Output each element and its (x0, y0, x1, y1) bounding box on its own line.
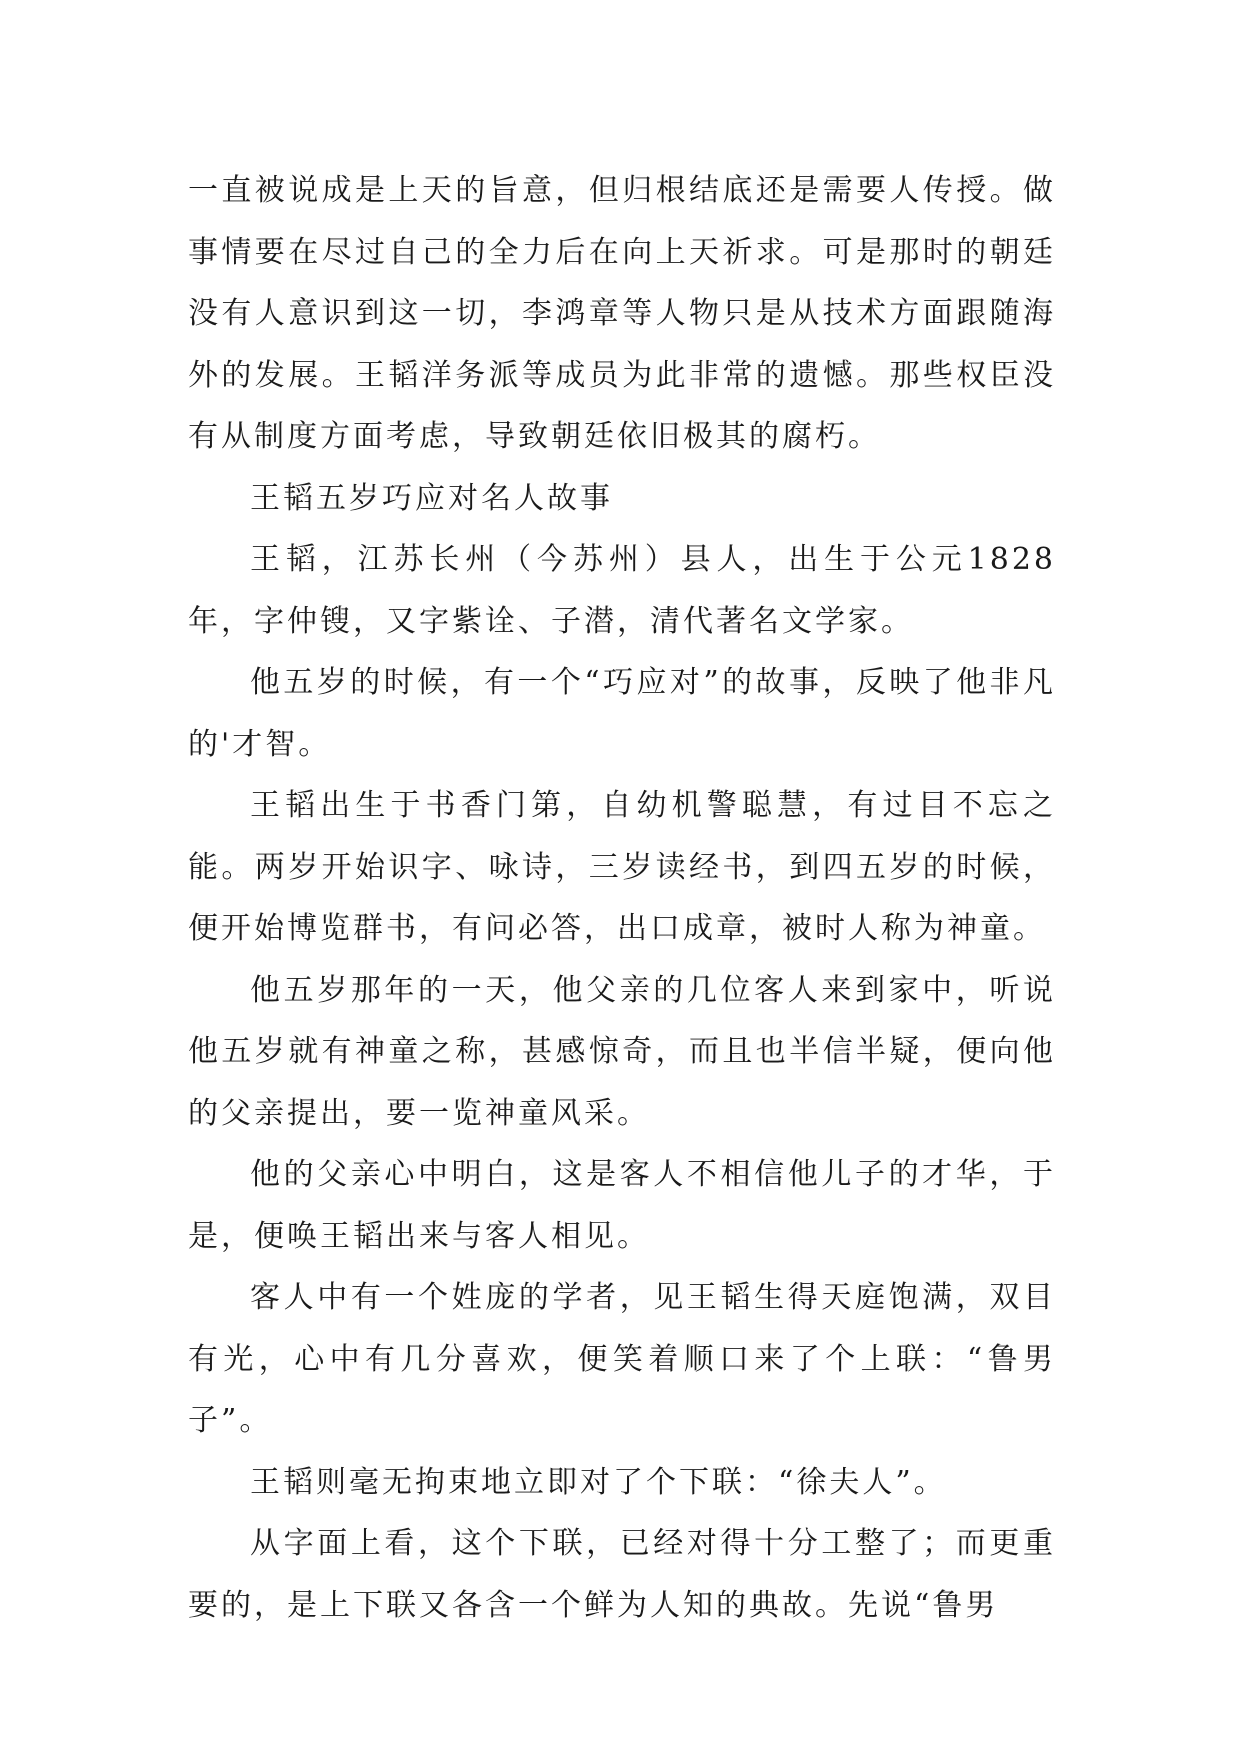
paragraph: 王韬则毫无拘束地立即对了个下联：“徐夫人”。 (250, 1464, 947, 1500)
paragraph: 王韬，江苏长州（今苏州）县人，出生于公元1828年，字仲锼，又字紫诠、子潜，清代著名文学家。 (188, 542, 1056, 639)
section-heading: 王韬五岁巧应对名人故事 (250, 480, 613, 516)
paragraph: 他五岁那年的一天，他父亲的几位客人来到家中，听说他五岁就有神童之称，甚感惊奇，而且也半信半疑，便向他的父亲提出，要一览神童风采。 (188, 972, 1056, 1131)
document-body (188, 160, 1056, 1636)
paragraph: 一直被说成是上天的旨意，但归根结底还是需要人传授。做事情要在尽过自己的全力后在向上天祈求。可是那时的朝廷没有人意识到这一切，李鸿章等人物只是从技术方面跟随海外的发展。王韬洋务派等成员为此非常的遗憾。那些权臣没有从制度方面考虑，导致朝廷依旧极其的腐朽。 (188, 173, 1056, 454)
paragraph: 他五岁的时候，有一个“巧应对”的故事，反映了他非凡的'才智。 (188, 665, 1056, 762)
paragraph: 王韬出生于书香门第，自幼机警聪慧，有过目不忘之能。两岁开始识字、咏诗，三岁读经书，到四五岁的时候，便开始博览群书，有问必答，出口成章，被时人称为神童。 (188, 788, 1056, 946)
paragraph: 从字面上看，这个下联，已经对得十分工整了；而更重要的，是上下联又各含一个鲜为人知的典故。先说“鲁男 (188, 1526, 1056, 1623)
paragraph: 客人中有一个姓庞的学者，见王韬生得天庭饱满，双目有光，心中有几分喜欢，便笑着顺口来了个上联：“鲁男子”。 (188, 1280, 1056, 1438)
paragraph: 他的父亲心中明白，这是客人不相信他儿子的才华，于是，便唤王韬出来与客人相见。 (188, 1157, 1056, 1254)
